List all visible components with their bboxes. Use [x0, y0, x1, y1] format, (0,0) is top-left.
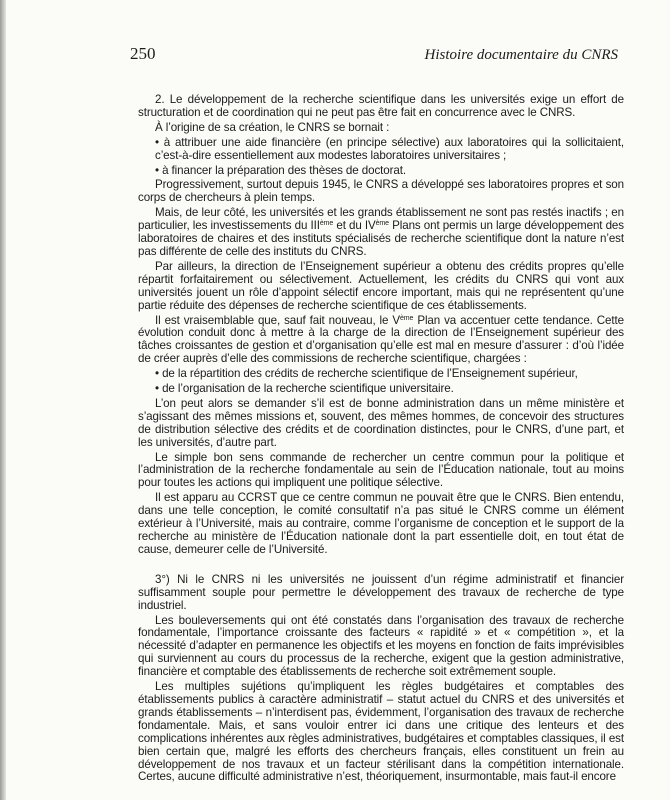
paragraph: L’on peut alors se demander s’il est de bonne administration dans un même ministère et s’agissant des mêmes missions et, souvent, des mêmes hommes, de concevoir des structures de distribution sélective des crédits et de coordination distinctes, pour le CNRS, d’une part, et les universités, d’autre part.	[138, 396, 624, 449]
list-item: • de la répartition des crédits de recherche scientifique de l’Enseignement supérieur,	[155, 367, 578, 381]
paragraph: Il est apparu au CCRST que ce centre commun ne pouvait être que le CNRS. Bien entendu, dans une telle conception, le comité consultatif n’a pas situé le CNRS comme un élément extérieur à l’Université, mais au contraire, comme l’organisme de conception et le support de la recherche au ministère de l’Éducation nationale dont la part essentielle doit, en tout état de cause, demeurer celle de l’Université.	[138, 491, 624, 556]
page-edge-shadow	[0, 0, 6, 800]
paragraph: Il est vraisemblable que, sauf fait nouveau, le Vème Plan va accentuer cette tendance. Cette évolution conduit donc à mettre à la charge de la direction de l’Enseignement supérieur des tâches croissantes de gestion et d’organisation qu’elle est mal en mesure d’assurer : d’où l’idée de créer auprès d’elle des commissions de recherche scientifique, chargées :	[138, 313, 624, 366]
page-header	[130, 44, 618, 64]
document-body	[138, 94, 624, 786]
section-heading-paragraph: 3°) Ni le CNRS ni les universités ne jouissent d’un régime administratif et financier suffisamment souple pour permettre le développement des travaux de recherche de type industriel.	[138, 572, 624, 612]
paragraph: Le simple bon sens commande de rechercher un centre commun pour la politique et l’administration de la recherche fondamentale au sein de l’Éducation nationale, tout au moins pour toutes les actions qui impliquent une politique sélective.	[138, 450, 624, 490]
paragraph: Mais, de leur côté, les universités et les grands établissement ne sont pas restés inactifs ; en particulier, les investissements du IIIème et du IVème Plans ont permis un large développement des laboratoires de chaires et des instituts spécialisés de recherche scientifique dont la nature n’est pas différente de celle des instituts du CNRS.	[138, 206, 624, 258]
running-title: Histoire documentaire du CNRS	[424, 47, 618, 63]
paragraph: Par ailleurs, la direction de l’Enseignement supérieur a obtenu des crédits propres qu’elle répartit forfaitairement ou sélectivement. Actuellement, les crédits du CNRS qui vont aux universités jouent un rôle d’appoint sélectif encore important, mais qui ne représentent qu’une partie réduite des dépenses de recherche scientifique de ces établissements.	[138, 259, 624, 312]
page-number: 250	[130, 44, 156, 63]
paragraph: 2. Le développement de la recherche scientifique dans les universités exige un effort de structuration et de coordination qui ne peut pas être fait en concurrence avec le CNRS.	[138, 93, 624, 119]
paragraph: Progressivement, surtout depuis 1945, le CNRS a développé ses laboratoires propres et son corps de chercheurs à plein temps.	[138, 178, 624, 205]
paragraph: Les multiples sujétions qu’impliquent les règles budgétaires et comptables des établissements publics à caractère administratif – statut actuel du CNRS et des universités et grands établissements – n’interdisent pas, évidemment, l’organisation des travaux de recherche fondamentale. Mais, et sans vouloir entrer ici dans une critique des lenteurs et des complications inhérentes aux règles administratives, budgétaires et comptables classiques, il est bien certain que, malgré les efforts des chercheurs français, elles constituent un frein au développement de nos travaux et un facteur stérilisant dans la compétition internationale. Certes, aucune difficulté administrative n’est, théoriquement, insurmontable, mais faut-il encore	[138, 680, 624, 784]
paragraph: Les bouleversements qui ont été constatés dans l’organisation des travaux de recherche fondamentale, l’importance croissante des facteurs « rapidité » et « compétition », et la nécessité d’adapter en permanence les objectifs et les moyens en fonction de faits imprévisibles qui surviennent au cours du processus de la recherche, exigent que la gestion administrative, financière et comptable des établissements de recherche soit extrêmement souple.	[138, 613, 624, 679]
paragraph: À l’origine de sa création, le CNRS se bornait :	[155, 120, 390, 134]
list-item: • à financer la préparation des thèses de doctorat.	[155, 163, 406, 177]
list-item: • de l’organisation de la recherche scientifique universitaire.	[155, 382, 454, 396]
list-item: • à attribuer une aide financière (en principe sélective) aux laboratoires qui la sollicitaient, c’est-à-dire essentiellement aux modestes laboratoires universitaires ;	[155, 135, 624, 162]
